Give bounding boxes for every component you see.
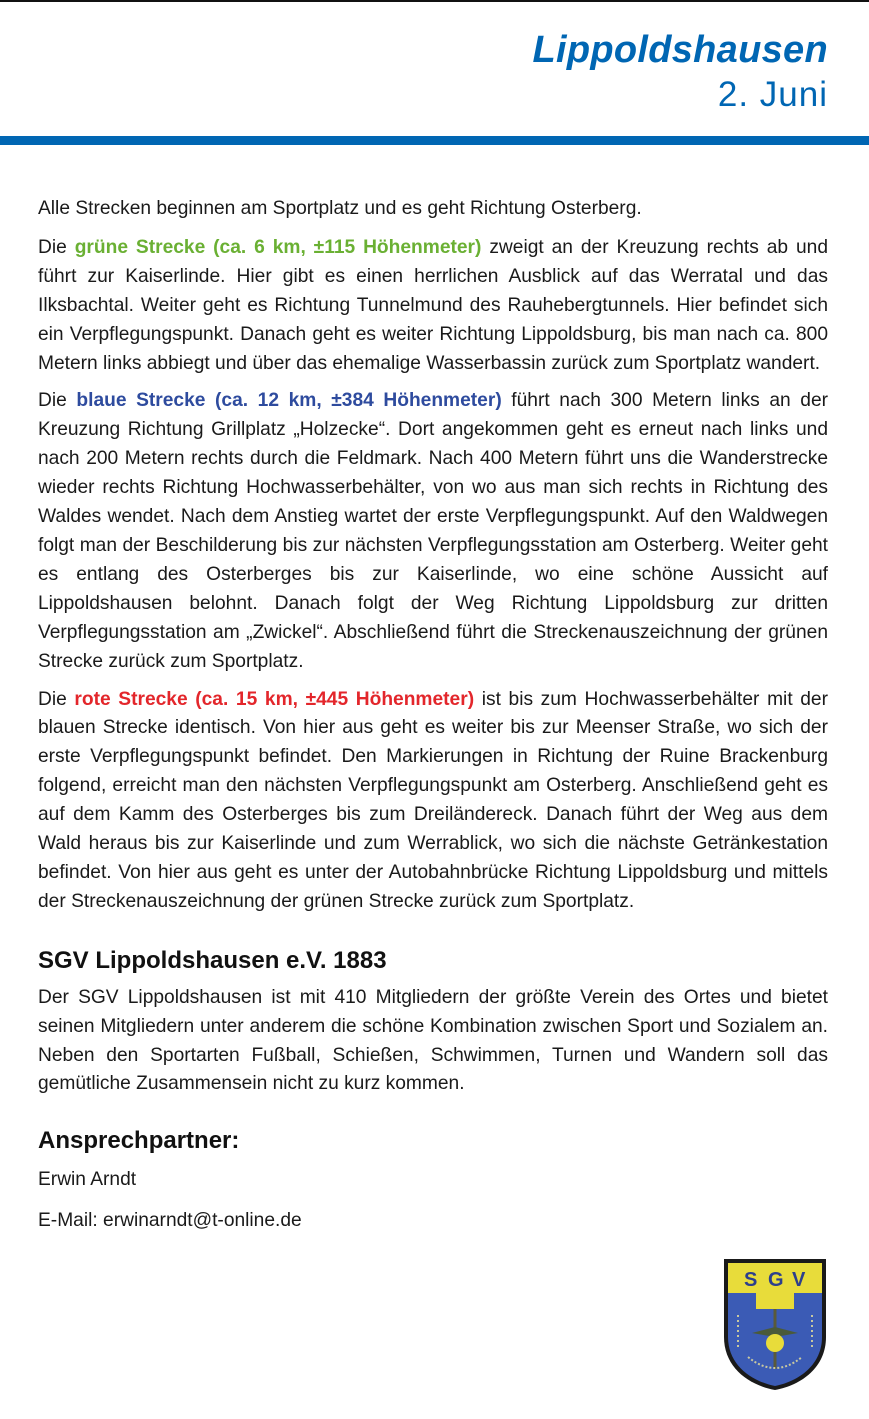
logo-letter-v: V [792, 1269, 806, 1291]
route-blue-text: führt nach 300 Metern links an der Kreuzung Richtung Grillplatz „Holzecke“. Dort angekommen geht es erneut nach links und nach 200 Metern rechts durch die Feldmark. Nach 400 Metern führt uns die Wanderstrecke wieder rechts Richtung Hochwasserbehälter, von wo aus man sich rechts in Richtung des Waldes wendet. Nach dem Anstieg wartet der erste Verpflegungspunkt. Auf den Waldwegen folgt man der Beschilderung bis zur nächsten Verpflegungsstation am Osterberg. Weiter geht es entlang des Osterberges bis zur Kaiserlinde, wo eine schöne Aussicht auf Lippoldshausen belohnt. Danach folgt der Weg Richtung Lippoldsburg zur dritten Verpflegungsstation am „Zwickel“. Abschließend führt die Streckenauszeichnung der grünen Strecke zurück zum Sportplatz. [38, 390, 829, 672]
contact-heading: Ansprechpartner: [38, 1127, 240, 1155]
route-red-paragraph [38, 686, 828, 917]
intro-paragraph: Alle Strecken beginnen am Sportplatz und es geht Richtung Osterberg. [38, 198, 642, 219]
logo-letter-g: G [768, 1269, 784, 1291]
header-divider-bar [0, 136, 869, 145]
route-prefix: Die [38, 236, 75, 258]
club-paragraph: Der SGV Lippoldshausen ist mit 410 Mitgliedern der größte Verein des Ortes und bietet seinen Mitgliedern unter anderem die schöne Kombination zwischen Sport und Sozialem an. Neben den Sportarten Fußball, Schießen, Schwimmen, Turnen und Wandern soll das gemütliche Zusammensein nicht zu kurz kommen. [38, 986, 828, 1095]
page-title: Lippoldshausen [532, 29, 828, 71]
route-prefix: Die [38, 688, 75, 710]
shield-icon [722, 1257, 828, 1392]
event-date: 2. Juni [717, 75, 828, 114]
route-prefix: Die [38, 390, 77, 412]
club-heading: SGV Lippoldshausen e.V. 1883 [38, 946, 387, 974]
route-green-highlight: grüne Strecke (ca. 6 km, ±115 Höhenmeter) [74, 236, 482, 258]
main-content [38, 195, 828, 1248]
logo-letter-s: S [744, 1269, 758, 1291]
page-header [532, 26, 828, 116]
contact-email[interactable]: E-Mail: erwinarndt@t-online.de [38, 1210, 302, 1232]
route-red-highlight: rote Strecke (ca. 15 km, ±445 Höhenmeter) [74, 688, 475, 710]
sgv-club-logo [722, 1257, 828, 1392]
route-blue-highlight: blaue Strecke (ca. 12 km, ±384 Höhenmeter) [76, 390, 502, 412]
route-blue-paragraph [38, 387, 828, 676]
route-red-text: ist bis zum Hochwasserbehälter mit der blauen Strecke identisch. Von hier aus geht es weiter bis zur Meenser Straße, wo sich der erste Verpflegungspunkt befindet. Den Markierungen in Richtung der Ruine Brackenburg folgend, erreicht man den nächsten Verpflegungspunkt am Osterberg. Anschließend geht es auf dem Kamm des Osterberges bis zum Dreiländereck. Danach führt der Weg aus dem Wald heraus bis zur Kaiserlinde und zum Werrablick, wo sich die nächste Getränkestation befindet. Von hier aus geht es unter der Autobahnbrücke Richtung Lippoldsburg und mittels der Streckenauszeichnung der grünen Strecke zurück zum Sportplatz. [38, 688, 828, 912]
contact-name: Erwin Arndt [38, 1169, 137, 1191]
top-rule [0, 0, 869, 2]
route-green-text: zweigt an der Kreuzung rechts ab und führt zur Kaiserlinde. Hier gibt es einen herrlichen Ausblick auf das Werratal und das Ilksbachtal. Weiter geht es Richtung Tunnelmund des Rauhebergtunnels. Hier befindet sich ein Verpflegungspunkt. Danach geht es weiter Richtung Lippoldsburg, bis man nach ca. 800 Metern links abbiegt und über das ehemalige Wasserbassin zurück zum Sportplatz wandert. [38, 236, 828, 374]
route-green-paragraph [38, 234, 828, 379]
